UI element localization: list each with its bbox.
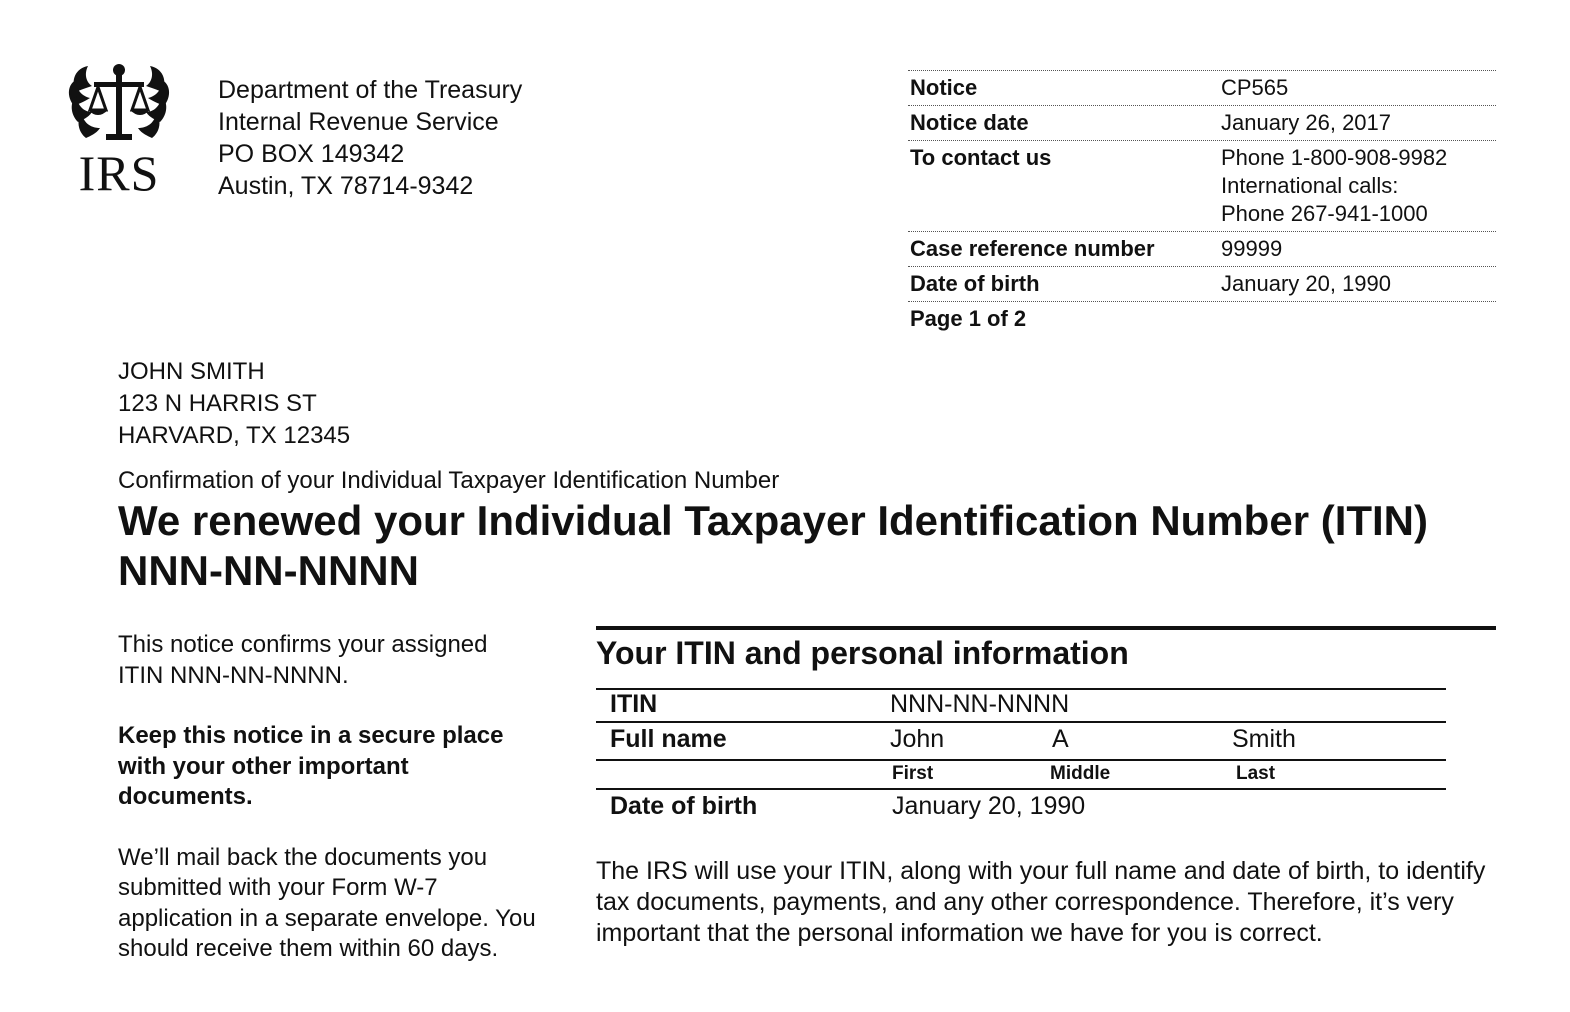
last-caption: Last (1236, 763, 1276, 784)
sender-line: Department of the Treasury (218, 76, 523, 104)
date-of-birth-value: January 20, 1990 (1221, 271, 1392, 296)
notice-date-label: Notice date (910, 110, 1029, 135)
recipient-line: 123 N HARRIS ST (118, 390, 317, 417)
case-reference-label: Case reference number (910, 236, 1155, 261)
date-of-birth-label: Date of birth (910, 271, 1040, 296)
itin-label: ITIN (610, 690, 658, 718)
last-name-value: Smith (1232, 725, 1296, 753)
irs-logo-text: IRS (78, 145, 160, 201)
personal-info-table (596, 688, 1446, 824)
first-name-value: John (890, 725, 945, 753)
personal-info-section (596, 626, 1496, 824)
notice-value: CP565 (1221, 75, 1289, 100)
first-caption: First (892, 763, 934, 784)
name-caption-row (596, 759, 1446, 788)
recipient-line: JOHN SMITH (118, 358, 265, 385)
full-name-row (596, 721, 1446, 759)
notice-date-row (908, 105, 1496, 140)
itin-value: NNN-NN-NNNN (890, 690, 1070, 718)
sender-line: PO BOX 149342 (218, 140, 405, 168)
sender-line: Austin, TX 78714-9342 (218, 172, 474, 200)
notice-date-value: January 26, 2017 (1221, 110, 1392, 135)
notice-label: Notice (910, 75, 978, 100)
left-column (118, 630, 538, 995)
middle-caption: Middle (1050, 763, 1111, 784)
personal-dob-label: Date of birth (610, 792, 758, 820)
recipient-address (118, 356, 350, 452)
headline-line-1: We renewed your Individual Taxpayer Identification Number (ITIN) (118, 497, 1428, 544)
notice-info-table (908, 70, 1496, 333)
personal-dob-value: January 20, 1990 (892, 792, 1086, 820)
notice-headline (118, 496, 1428, 596)
middle-name-value: A (1052, 725, 1069, 753)
case-reference-value: 99999 (1221, 236, 1283, 261)
date-of-birth-row (908, 266, 1496, 302)
itin-row (596, 688, 1446, 721)
personal-dob-row (596, 788, 1446, 824)
case-reference-row (908, 231, 1496, 266)
irs-eagle-logo (66, 62, 172, 146)
notice-row (908, 70, 1496, 105)
identity-use-paragraph: The IRS will use your ITIN, along with your full name and date of birth, to identify tax documents, payments, and any other correspondence. Therefore, it’s very important that the personal information we have for you is correct. (596, 857, 1486, 947)
notice-subtitle: Confirmation of your Individual Taxpayer Identification Number (118, 467, 780, 494)
contact-intl-label: International calls: (1221, 173, 1399, 198)
sender-line: Internal Revenue Service (218, 108, 499, 136)
page-indicator: Page 1 of 2 (910, 306, 1027, 331)
mail-back-paragraph: We’ll mail back the documents you submitted with your Form W-7 application in a separate envelope. You should receive them within 60 days. (118, 843, 536, 962)
contact-phone: Phone 1-800-908-9982 (1221, 145, 1448, 170)
sender-address (218, 74, 522, 202)
recipient-line: HARVARD, TX 12345 (118, 422, 351, 449)
headline-line-2: NNN-NN-NNNN (118, 547, 419, 594)
personal-info-title: Your ITIN and personal information (596, 635, 1129, 671)
contact-label: To contact us (910, 145, 1052, 170)
contact-intl-phone: Phone 267-941-1000 (1221, 201, 1428, 226)
full-name-label: Full name (610, 725, 727, 753)
irs-logo (66, 62, 172, 200)
keep-notice-paragraph: Keep this notice in a secure place with your other important documents. (118, 722, 504, 810)
contact-row (908, 140, 1496, 231)
confirmation-paragraph: This notice confirms your assigned ITIN NNN-NN-NNNN. (118, 631, 488, 689)
